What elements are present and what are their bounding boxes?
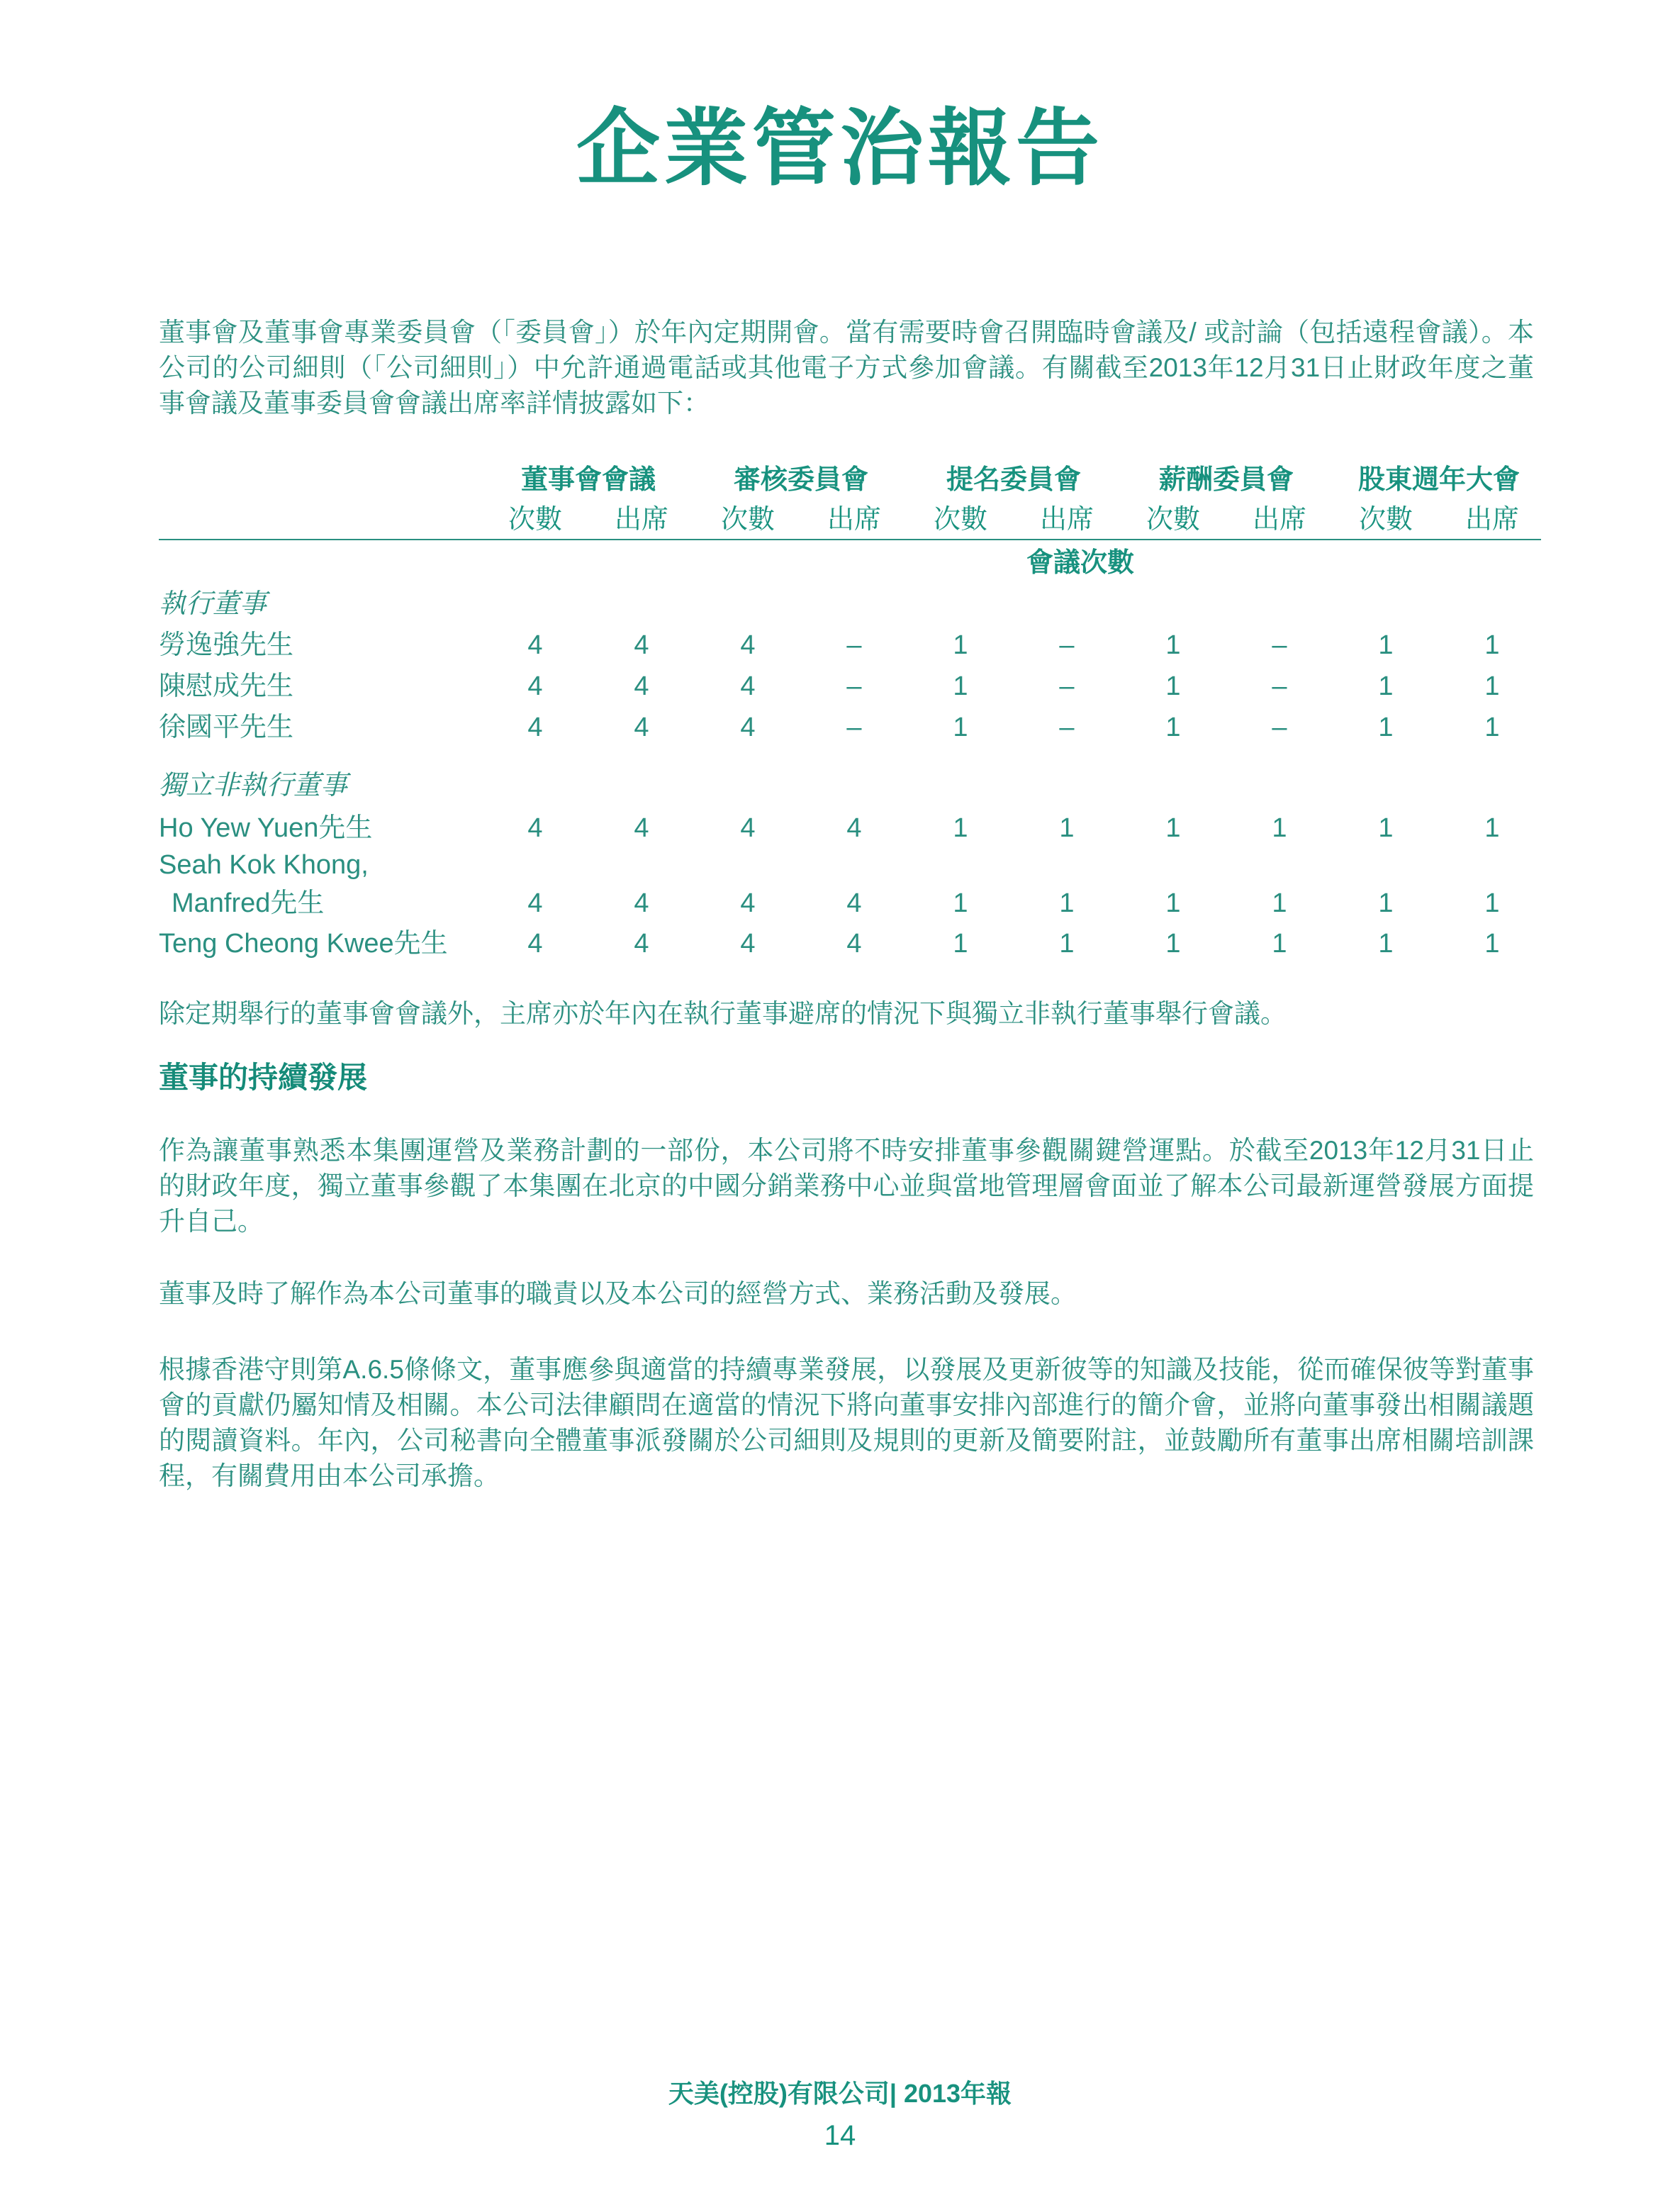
- group-header-audit: 審核委員會: [733, 465, 868, 495]
- table-cell: 1: [1059, 929, 1075, 959]
- intro-paragraph: 董事會及董事會專業委員會（「委員會」）於年內定期開會。當有需要時會召開臨時會議及/ 或討論（包括遠程會議）。本公司的公司細則（「公司細則」）中允許通過電話或其他電子方式參加會議。有關截至2013年12月31日止財政年度之董事會議及董事委員會會議出席率詳情披露如下：: [159, 318, 1534, 418]
- table-cell: 4: [846, 929, 862, 959]
- table-cell: 4: [527, 813, 543, 843]
- table-cell: 1: [1272, 929, 1287, 959]
- table-cell: –: [846, 630, 862, 660]
- table-cell: 4: [634, 713, 649, 742]
- group-header-board: 董事會會議: [520, 465, 656, 495]
- table-cell: 1: [1378, 713, 1394, 742]
- table-cell: –: [1059, 713, 1075, 742]
- sub-header: 出席: [827, 505, 881, 535]
- table-cell: 1: [1272, 888, 1287, 918]
- table-cell: 1: [1378, 888, 1394, 918]
- table-cell: 1: [1059, 813, 1075, 843]
- sub-header: 次數: [508, 505, 562, 535]
- table-cell: 1: [1484, 713, 1500, 742]
- group-header-agm: 股東週年大會: [1357, 465, 1520, 495]
- table-cell: 4: [740, 630, 756, 660]
- table-cell: 4: [527, 888, 543, 918]
- table-cell: 4: [527, 630, 543, 660]
- table-cell: 1: [1484, 813, 1500, 843]
- table-cell: 1: [953, 713, 968, 742]
- table-cell: 1: [1165, 713, 1181, 742]
- sub-header: 出席: [1465, 505, 1519, 535]
- table-cell: –: [846, 671, 862, 701]
- table-cell: 1: [953, 929, 968, 959]
- attendance-table: [159, 454, 1541, 964]
- sub-header: 出席: [1252, 505, 1306, 535]
- table-cell: 4: [634, 671, 649, 701]
- director-name: 陳慰成先生: [159, 671, 294, 701]
- table-cell: 1: [1059, 888, 1075, 918]
- table-cell: 1: [1165, 888, 1181, 918]
- director-name: Teng Cheong Kwee先生: [159, 929, 448, 959]
- group-header-nomination: 提名委員會: [946, 465, 1081, 495]
- table-cell: 4: [634, 813, 649, 843]
- after-table-paragraph: 除定期舉行的董事會會議外，主席亦於年內在執行董事避席的情況下與獨立非執行董事舉行會議。: [159, 999, 1287, 1028]
- table-cell: 1: [1378, 813, 1394, 843]
- table-cell: 1: [953, 671, 968, 701]
- group-header-remuneration: 薪酬委員會: [1158, 465, 1294, 495]
- table-cell: 1: [1378, 929, 1394, 959]
- table-cell: 1: [1165, 813, 1181, 843]
- sub-header: 次數: [1358, 505, 1413, 535]
- director-name: Ho Yew Yuen先生: [159, 813, 373, 843]
- table-cell: 4: [740, 813, 756, 843]
- development-paragraph-2: 董事及時了解作為本公司董事的職責以及本公司的經營方式、業務活動及發展。: [159, 1279, 1077, 1308]
- director-name-line2: Manfred先生: [172, 888, 325, 918]
- table-cell: 4: [740, 713, 756, 742]
- table-cell: –: [1272, 713, 1287, 742]
- unit-label: 會議次數: [1026, 548, 1134, 578]
- table-cell: 1: [953, 630, 968, 660]
- table-cell: 1: [1165, 671, 1181, 701]
- category-label-executive: 執行董事: [159, 589, 267, 619]
- section-heading: 董事的持續發展: [159, 1061, 368, 1094]
- sub-header: 出席: [614, 505, 668, 535]
- table-cell: 4: [740, 888, 756, 918]
- table-cell: 4: [740, 929, 756, 959]
- table-cell: 4: [846, 813, 862, 843]
- table-cell: 1: [1484, 929, 1500, 959]
- development-paragraph-3: 根據香港守則第A.6.5條條文，董事應參與適當的持續專業發展，以發展及更新彼等的知識及技能，從而確保彼等對董事會的貢獻仍屬知情及相關。本公司法律顧問在適當的情況下將向董事安排內部進行的簡介會，並將向董事發出相關議題的閱讀資料。年內，公司秘書向全體董事派發關於公司細則及規則的更新及簡要附註，並鼓勵所有董事出席相關培訓課程，有關費用由本公司承擔。: [159, 1355, 1534, 1490]
- table-cell: 1: [1378, 630, 1394, 660]
- director-name: 徐國平先生: [159, 713, 294, 742]
- table-cell: 1: [1272, 813, 1287, 843]
- table-cell: 1: [1484, 888, 1500, 918]
- table-cell: 4: [740, 671, 756, 701]
- table-cell: 4: [634, 929, 649, 959]
- director-name: [159, 846, 513, 922]
- table-cell: 1: [1378, 671, 1394, 701]
- table-cell: 4: [527, 671, 543, 701]
- table-cell: –: [846, 713, 862, 742]
- sub-header: 次數: [720, 505, 775, 535]
- table-cell: 4: [527, 713, 543, 742]
- header-divider: [159, 539, 1541, 540]
- table-cell: 1: [1165, 630, 1181, 660]
- category-label-independent: 獨立非執行董事: [159, 771, 348, 800]
- table-cell: 1: [953, 888, 968, 918]
- table-cell: –: [1272, 671, 1287, 701]
- table-cell: –: [1059, 671, 1075, 701]
- sub-header: 次數: [1146, 505, 1200, 535]
- footer-company: 天美(控股)有限公司| 2013年報: [668, 2079, 1012, 2108]
- page-title: 企業管治報告: [576, 102, 1104, 196]
- director-name-line1: Seah Kok Khong,: [159, 850, 369, 880]
- table-cell: 1: [1484, 630, 1500, 660]
- table-cell: –: [1272, 630, 1287, 660]
- page-number: 14: [824, 2120, 856, 2151]
- sub-header: 次數: [933, 505, 987, 535]
- table-cell: 4: [634, 888, 649, 918]
- sub-header: 出席: [1039, 505, 1094, 535]
- table-cell: 4: [634, 630, 649, 660]
- table-cell: 4: [846, 888, 862, 918]
- table-cell: 1: [953, 813, 968, 843]
- table-cell: 1: [1484, 671, 1500, 701]
- director-name: 勞逸強先生: [159, 630, 294, 660]
- table-cell: –: [1059, 630, 1075, 660]
- table-cell: 1: [1165, 929, 1181, 959]
- table-cell: 4: [527, 929, 543, 959]
- development-paragraph-1: 作為讓董事熟悉本集團運營及業務計劃的一部份，本公司將不時安排董事參觀關鍵營運點。於截至2013年12月31日止的財政年度，獨立董事參觀了本集團在北京的中國分銷業務中心並與當地管理層會面並了解本公司最新運營發展方面提升自己。: [159, 1136, 1534, 1236]
